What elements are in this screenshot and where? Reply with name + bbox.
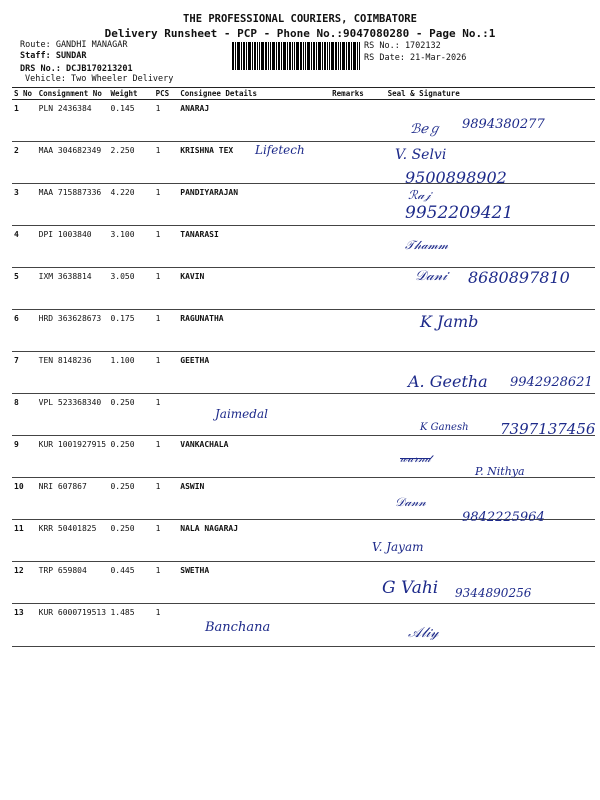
handwriting-sig-row-7: A. Geetha (408, 372, 488, 391)
handwriting-sig-row-11: V. Jayam (372, 540, 424, 554)
row-consignment-no: MAA 304682349 (37, 142, 109, 184)
handwriting-sig-row-8: K Ganesh (420, 422, 469, 433)
col-pcs: PCS (154, 88, 179, 100)
row-consignee: KRISHNA TEX (178, 142, 330, 184)
row-sno: 5 (12, 268, 37, 310)
row-remarks (330, 436, 385, 478)
col-sno: S No (12, 88, 37, 100)
signature-row-10: 𝒟𝒶𝓃𝓃 (395, 495, 426, 509)
row-weight: 1.485 (108, 604, 153, 647)
row-consignment-no: KRR 50401825 (37, 520, 109, 562)
barcode-image (232, 42, 360, 70)
row-consignment-no: MAA 715887336 (37, 184, 109, 226)
row-consignee: ANARAJ (178, 100, 330, 142)
row-sno: 11 (12, 520, 37, 562)
row-pcs: 1 (154, 394, 179, 436)
row-remarks (330, 100, 385, 142)
row-remarks (330, 478, 385, 520)
row-weight: 1.100 (108, 352, 153, 394)
row-pcs: 1 (154, 520, 179, 562)
row-pcs: 1 (154, 436, 179, 478)
row-pcs: 1 (154, 226, 179, 268)
row-sno: 1 (12, 100, 37, 142)
table-header-row (12, 88, 595, 100)
handwriting-phone-row-10: 9842225964 (462, 510, 545, 525)
row-consignment-no: IXM 3638814 (37, 268, 109, 310)
row-remarks (330, 142, 385, 184)
handwriting-sig-row-9: P. Nithya (475, 465, 525, 478)
col-consignment: Consignment No (37, 88, 109, 100)
row-pcs: 1 (154, 310, 179, 352)
handwriting-phone-row-3: 9952209421 (405, 203, 514, 223)
signature-row-3: ℛ𝒶𝒿 (408, 188, 431, 202)
row-remarks (330, 394, 385, 436)
row-pcs: 1 (154, 604, 179, 647)
handwriting-phone-row-8: 7397137456 (500, 420, 596, 438)
table-body (12, 100, 595, 647)
col-signature: Seal & Signature (386, 88, 595, 100)
col-weight: Weight (108, 88, 153, 100)
route-label: Route: GANDHI MANAGAR (20, 40, 128, 50)
row-weight: 3.050 (108, 268, 153, 310)
table-row (12, 520, 595, 562)
runsheet-table (12, 87, 595, 647)
row-consignment-no: PLN 2436384 (37, 100, 109, 142)
row-pcs: 1 (154, 478, 179, 520)
struck-signature-row-9: 𝓌𝒶𝓇𝓃𝒹 (400, 452, 431, 465)
row-weight: 3.100 (108, 226, 153, 268)
row-consignment-no: TRP 659804 (37, 562, 109, 604)
row-weight: 0.175 (108, 310, 153, 352)
row-weight: 2.250 (108, 142, 153, 184)
table-row (12, 226, 595, 268)
row-weight: 4.220 (108, 184, 153, 226)
row-remarks (330, 604, 385, 647)
row-consignment-no: KUR 6000719513 (37, 604, 109, 647)
row-pcs: 1 (154, 562, 179, 604)
row-remarks (330, 226, 385, 268)
row-remarks (330, 562, 385, 604)
handwriting-phone-row-2: 9500898902 (405, 168, 507, 187)
row-remarks (330, 352, 385, 394)
row-weight: 0.250 (108, 436, 153, 478)
table-row (12, 310, 595, 352)
handwriting-sig-row-12: G Vahi (382, 578, 439, 598)
row-weight: 0.445 (108, 562, 153, 604)
row-weight: 0.250 (108, 478, 153, 520)
signature-row-5: 𝒟𝒶𝓃𝒾 (415, 268, 447, 284)
handwriting-note-row-2: Lifetech (255, 143, 305, 157)
col-consignee: Consignee Details (178, 88, 330, 100)
row-consignee: RAGUNATHA (178, 310, 330, 352)
row-sno: 3 (12, 184, 37, 226)
col-remarks: Remarks (330, 88, 385, 100)
handwriting-note-row-8: Jaimedal (215, 407, 268, 421)
handwriting-sig-row-6: K Jamb (420, 312, 479, 331)
row-weight: 0.250 (108, 520, 153, 562)
row-pcs: 1 (154, 352, 179, 394)
row-pcs: 1 (154, 268, 179, 310)
row-consignee: GEETHA (178, 352, 330, 394)
row-sno: 2 (12, 142, 37, 184)
row-pcs: 1 (154, 184, 179, 226)
row-weight: 0.250 (108, 394, 153, 436)
row-sno: 13 (12, 604, 37, 647)
signature-row-4: 𝒯𝒽𝒶𝓂𝓂 (405, 238, 449, 252)
runsheet-subtitle: Delivery Runsheet - PCP - Phone No.:9047080280 - Page No.:1 (104, 27, 496, 40)
row-consignee: VANKACHALA (178, 436, 330, 478)
row-consignment-no: HRD 363628673 (37, 310, 109, 352)
row-consignee: PANDIYARAJAN (178, 184, 330, 226)
handwriting-phone-row-12: 9344890256 (455, 586, 532, 600)
row-weight: 0.145 (108, 100, 153, 142)
rs-number: RS No.: 1702132 (364, 41, 441, 51)
row-signature (386, 310, 595, 352)
row-remarks (330, 268, 385, 310)
table-row (12, 604, 595, 647)
row-consignee: NALA NAGARAJ (178, 520, 330, 562)
row-consignment-no: NRI 607867 (37, 478, 109, 520)
rs-date: RS Date: 21-Mar-2026 (364, 53, 467, 63)
handwriting-phone-row-5: 8680897810 (468, 268, 570, 287)
staff-label: Staff: SUNDAR (20, 51, 87, 61)
row-sno: 7 (12, 352, 37, 394)
row-consignment-no: KUR 1001927915 (37, 436, 109, 478)
vehicle-label: Vehicle: Two Wheeler Delivery (25, 74, 174, 84)
row-consignee: TANARASI (178, 226, 330, 268)
row-sno: 8 (12, 394, 37, 436)
row-sno: 12 (12, 562, 37, 604)
signature-row-1: ℬℯℊ (410, 122, 441, 137)
handwriting-note-row-13: Banchana (205, 620, 271, 635)
row-sno: 4 (12, 226, 37, 268)
company-title: THE PROFESSIONAL COURIERS, COIMBATORE (183, 13, 417, 25)
row-sno: 10 (12, 478, 37, 520)
row-consignee: ASWIN (178, 478, 330, 520)
row-consignment-no: VPL 523368340 (37, 394, 109, 436)
row-pcs: 1 (154, 142, 179, 184)
row-remarks (330, 184, 385, 226)
row-pcs: 1 (154, 100, 179, 142)
row-sno: 6 (12, 310, 37, 352)
row-remarks (330, 310, 385, 352)
row-consignment-no: DPI 1003840 (37, 226, 109, 268)
drs-label: DRS No.: DCJB170213201 (20, 64, 133, 74)
row-consignee: KAVIN (178, 268, 330, 310)
row-consignee: SWETHA (178, 562, 330, 604)
handwriting-phone-row-1: 9894380277 (462, 117, 545, 132)
row-sno: 9 (12, 436, 37, 478)
handwriting-phone-row-7: 9942928621 (510, 375, 593, 390)
signature-row-13: 𝒜𝓁𝒾𝓎 (408, 625, 439, 641)
handwriting-name-row-2: V. Selvi (395, 147, 447, 163)
row-consignment-no: TEN 8148236 (37, 352, 109, 394)
table-row (12, 352, 595, 394)
